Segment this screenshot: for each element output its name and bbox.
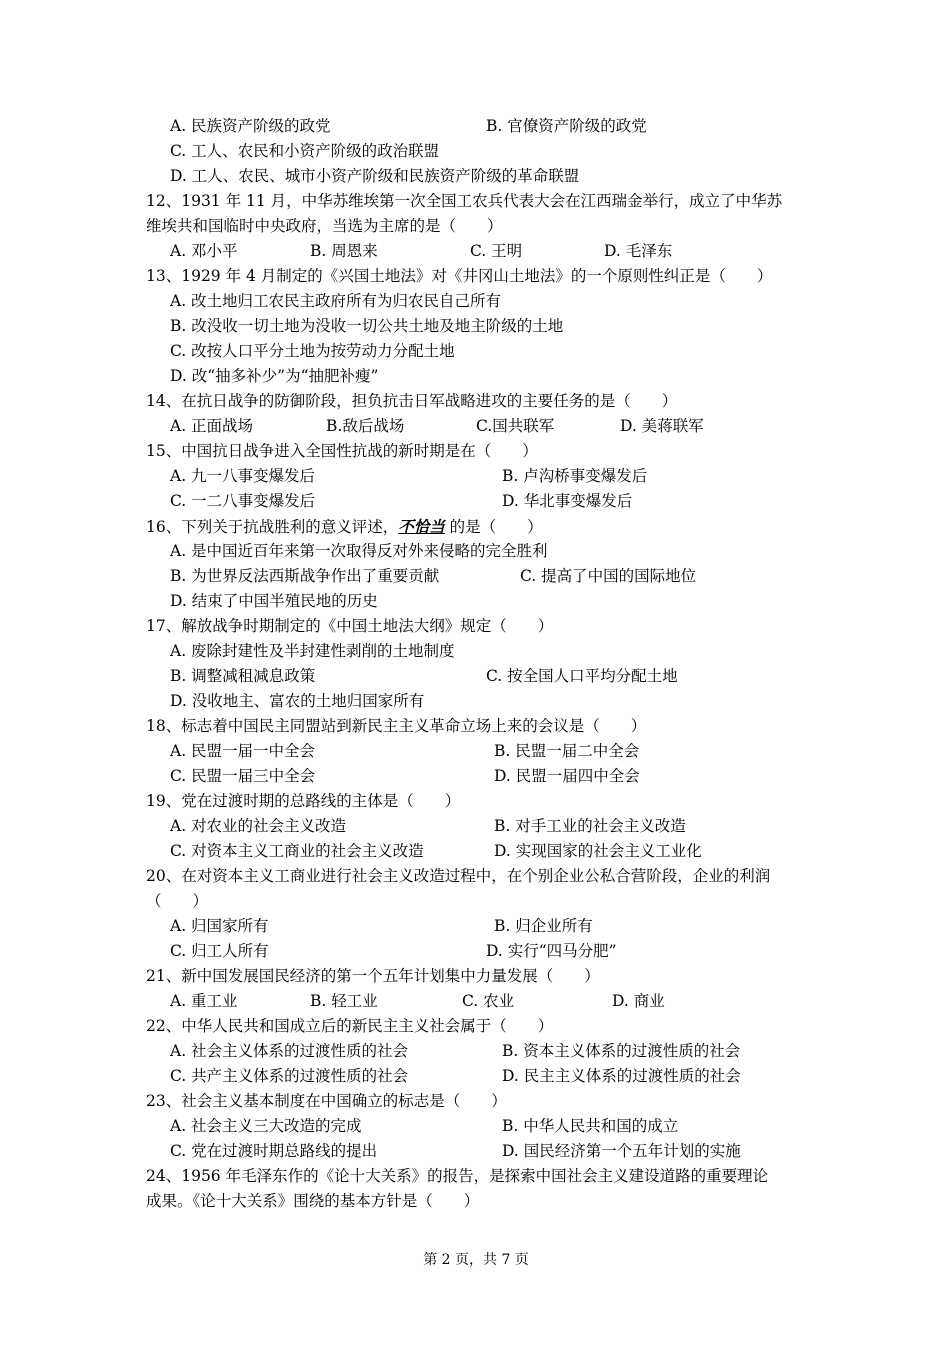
emphasis-text: 不恰当 bbox=[398, 517, 445, 536]
option-d: D. 工人、农民、城市小资产阶级和民族资产阶级的革命联盟 bbox=[170, 167, 580, 185]
question-12-stem-cont: 维埃共和国临时中央政府，当选为主席的是（ ） bbox=[146, 217, 503, 235]
option-c: C. 工人、农民和小资产阶级的政治联盟 bbox=[170, 142, 440, 160]
option-b: B. 中华人民共和国的成立 bbox=[502, 1117, 679, 1135]
option-a: A. 废除封建性及半封建性剥削的土地制度 bbox=[170, 642, 455, 660]
option-row bbox=[146, 489, 826, 514]
question-24-stem: 24、1956 年毛泽东作的《论十大关系》的报告，是探索中国社会主义建设道路的重要理论 bbox=[146, 1167, 769, 1185]
option-a: A. 是中国近百年来第一次取得反对外来侵略的完全胜利 bbox=[170, 542, 548, 560]
question-16-stem bbox=[146, 514, 826, 539]
option-a: A. 改土地归工农民主政府所有为归农民自己所有 bbox=[170, 292, 502, 310]
option-a: A. 重工业 bbox=[170, 992, 238, 1010]
option-b: B. 周恩来 bbox=[310, 242, 378, 260]
option-d: D. 华北事变爆发后 bbox=[502, 492, 633, 510]
option-a: A. 民族资产阶级的政党 bbox=[170, 117, 331, 135]
option-a: A. 九一八事变爆发后 bbox=[170, 467, 316, 485]
question-14-stem: 14、在抗日战争的防御阶段，担负抗击日军战略进攻的主要任务的是（ ） bbox=[146, 392, 678, 410]
stem-text: 16、下列关于抗战胜利的意义评述， bbox=[146, 518, 399, 536]
option-a: A. 正面战场 bbox=[170, 417, 254, 435]
option-c: C. 民盟一届三中全会 bbox=[170, 767, 316, 785]
option-b: B. 卢沟桥事变爆发后 bbox=[502, 467, 648, 485]
question-24-stem-cont: 成果。《论十大关系》围绕的基本方针是（ ） bbox=[146, 1192, 480, 1210]
option-row bbox=[146, 914, 826, 939]
option-b: B. 民盟一届二中全会 bbox=[494, 742, 640, 760]
question-20-stem: 20、在对资本主义工商业进行社会主义改造过程中，在个别企业公私合营阶段，企业的利润 bbox=[146, 867, 771, 885]
option-c: C. 按全国人口平均分配土地 bbox=[486, 667, 678, 685]
option-d: D. 国民经济第一个五年计划的实施 bbox=[502, 1142, 741, 1160]
question-20-stem-cont: （ ） bbox=[146, 892, 209, 910]
option-row bbox=[146, 464, 826, 489]
option-c: C. 农业 bbox=[462, 992, 515, 1010]
option-row bbox=[146, 814, 826, 839]
option-c: C. 一二八事变爆发后 bbox=[170, 492, 316, 510]
option-d: D. 改“抽多补少”为“抽肥补瘦” bbox=[170, 367, 379, 385]
option-c: C. 对资本主义工商业的社会主义改造 bbox=[170, 842, 424, 860]
option-c: C.国共联军 bbox=[476, 417, 555, 435]
option-b: B. 官僚资产阶级的政党 bbox=[486, 117, 647, 135]
question-list bbox=[146, 114, 826, 1214]
option-d: D. 美蒋联军 bbox=[620, 417, 704, 435]
option-d: D. 民盟一届四中全会 bbox=[494, 767, 640, 785]
question-23-stem: 23、社会主义基本制度在中国确立的标志是（ ） bbox=[146, 1092, 507, 1110]
option-row bbox=[146, 939, 826, 964]
question-17-stem: 17、解放战争时期制定的《中国土地法大纲》规定（ ） bbox=[146, 617, 554, 635]
option-c: C. 党在过渡时期总路线的提出 bbox=[170, 1142, 378, 1160]
option-c: C. 改按人口平分土地为按劳动力分配土地 bbox=[170, 342, 455, 360]
option-d: D. 商业 bbox=[612, 992, 665, 1010]
option-row bbox=[146, 989, 826, 1014]
option-b: B. 资本主义体系的过渡性质的社会 bbox=[502, 1042, 741, 1060]
option-b: B.敌后战场 bbox=[326, 417, 405, 435]
question-12-stem: 12、1931 年 11 月，中华苏维埃第一次全国工农兵代表大会在江西瑞金举行，成立了中华苏 bbox=[146, 192, 783, 210]
option-row bbox=[146, 839, 826, 864]
question-13-stem: 13、1929 年 4 月制定的《兴国土地法》对《井冈山土地法》的一个原则性纠正是（ ） bbox=[146, 267, 773, 285]
stem-text: 的是（ ） bbox=[444, 518, 543, 536]
option-row bbox=[146, 1139, 826, 1164]
option-d: D. 实现国家的社会主义工业化 bbox=[494, 842, 702, 860]
question-21-stem: 21、新中国发展国民经济的第一个五年计划集中力量发展（ ） bbox=[146, 967, 600, 985]
option-c: C. 王明 bbox=[470, 242, 523, 260]
option-row bbox=[146, 1064, 826, 1089]
option-a: A. 归国家所有 bbox=[170, 917, 269, 935]
page-footer: 第 2 页，共 7 页 bbox=[423, 1252, 529, 1268]
option-row bbox=[146, 664, 826, 689]
option-b: B. 轻工业 bbox=[310, 992, 378, 1010]
option-d: D. 实行“四马分肥” bbox=[486, 942, 617, 960]
option-d: D. 民主主义体系的过渡性质的社会 bbox=[502, 1067, 741, 1085]
option-b: B. 调整减租减息政策 bbox=[170, 667, 316, 685]
option-d: D. 没收地主、富农的土地归国家所有 bbox=[170, 692, 425, 710]
option-d: D. 毛泽东 bbox=[604, 242, 673, 260]
option-row bbox=[146, 1039, 826, 1064]
question-15-stem: 15、中国抗日战争进入全国性抗战的新时期是在（ ） bbox=[146, 442, 538, 460]
question-19-stem: 19、党在过渡时期的总路线的主体是（ ） bbox=[146, 792, 461, 810]
question-18-stem: 18、标志着中国民主同盟站到新民主主义革命立场上来的会议是（ ） bbox=[146, 717, 647, 735]
option-d: D. 结束了中国半殖民地的历史 bbox=[170, 592, 378, 610]
option-b: B. 改没收一切土地为没收一切公共土地及地主阶级的土地 bbox=[170, 317, 564, 335]
option-b: B. 归企业所有 bbox=[494, 917, 593, 935]
option-c: C. 提高了中国的国际地位 bbox=[520, 567, 697, 585]
option-a: A. 社会主义体系的过渡性质的社会 bbox=[170, 1042, 409, 1060]
option-a: A. 邓小平 bbox=[170, 242, 238, 260]
option-c: C. 归工人所有 bbox=[170, 942, 269, 960]
option-a: A. 对农业的社会主义改造 bbox=[170, 817, 347, 835]
option-row bbox=[146, 414, 826, 439]
option-c: C. 共产主义体系的过渡性质的社会 bbox=[170, 1067, 409, 1085]
option-b: B. 为世界反法西斯战争作出了重要贡献 bbox=[170, 567, 440, 585]
option-row bbox=[146, 114, 826, 139]
option-b: B. 对手工业的社会主义改造 bbox=[494, 817, 686, 835]
option-a: A. 民盟一届一中全会 bbox=[170, 742, 316, 760]
option-row bbox=[146, 739, 826, 764]
option-row bbox=[146, 764, 826, 789]
option-row bbox=[146, 1114, 826, 1139]
option-row bbox=[146, 564, 826, 589]
option-row bbox=[146, 239, 826, 264]
question-22-stem: 22、中华人民共和国成立后的新民主主义社会属于（ ） bbox=[146, 1017, 554, 1035]
option-a: A. 社会主义三大改造的完成 bbox=[170, 1117, 362, 1135]
